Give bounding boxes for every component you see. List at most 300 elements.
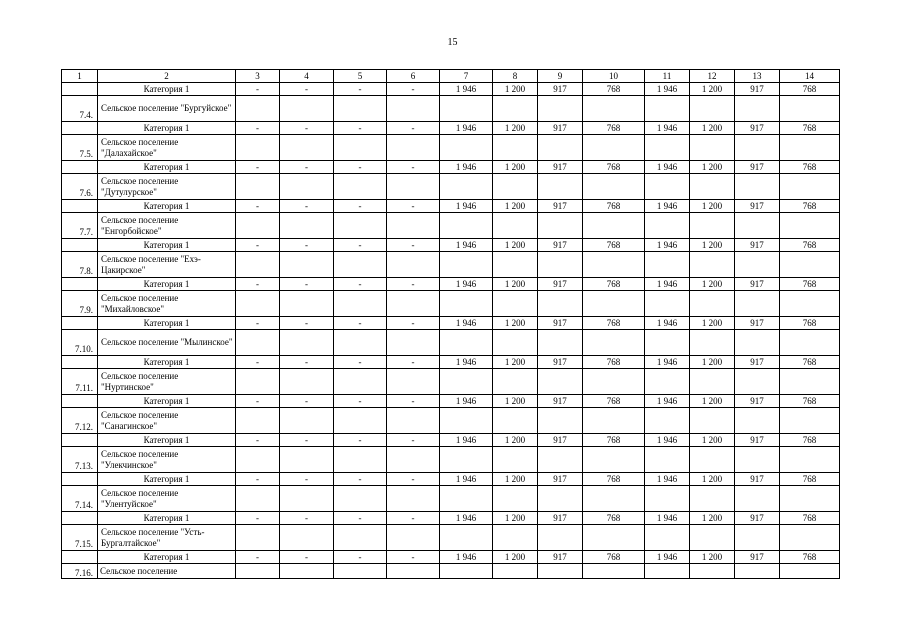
settlement-row: [62, 564, 840, 579]
value-cell: 1 200: [493, 83, 538, 96]
settlement-name: Сельское поселение "Нуртинское": [98, 369, 236, 395]
category-row: [62, 83, 840, 96]
settlement-row: [62, 174, 840, 200]
value-cell: 768: [780, 356, 840, 369]
empty-cell: [645, 252, 690, 278]
empty-cell: [440, 291, 493, 317]
value-cell: 917: [735, 551, 780, 564]
value-cell: 1 946: [440, 83, 493, 96]
empty-cell: [334, 525, 387, 551]
empty-cell: [538, 252, 583, 278]
dash-cell: -: [334, 278, 387, 291]
row-index: 7.11.: [62, 369, 98, 395]
empty-cell: [280, 291, 334, 317]
empty-cell: [538, 486, 583, 512]
value-cell: 917: [735, 512, 780, 525]
dash-cell: -: [236, 356, 280, 369]
value-cell: 1 946: [440, 356, 493, 369]
dash-cell: -: [334, 83, 387, 96]
empty-cell: [690, 291, 735, 317]
dash-cell: -: [236, 278, 280, 291]
empty-cell: [493, 525, 538, 551]
category-label: Категория 1: [98, 434, 236, 447]
settlement-row: [62, 252, 840, 278]
value-cell: 1 200: [493, 161, 538, 174]
empty-cell: [440, 408, 493, 434]
column-header: 10: [583, 70, 645, 83]
value-cell: 1 946: [645, 356, 690, 369]
empty-cell: [440, 96, 493, 122]
empty-cell: [440, 564, 493, 579]
empty-cell: [735, 330, 780, 356]
value-cell: 1 946: [440, 395, 493, 408]
settlement-name: Сельское поселение "Ехэ-Цакирское": [98, 252, 236, 278]
value-cell: 917: [735, 356, 780, 369]
empty-cell: [583, 564, 645, 579]
empty-cell: [780, 330, 840, 356]
category-label: Категория 1: [98, 83, 236, 96]
empty-cell: [387, 564, 440, 579]
dash-cell: -: [280, 122, 334, 135]
category-label: Категория 1: [98, 278, 236, 291]
empty-cell: [735, 408, 780, 434]
dash-cell: -: [280, 551, 334, 564]
dash-cell: -: [387, 473, 440, 486]
empty-cell: [690, 564, 735, 579]
settlement-row: [62, 96, 840, 122]
empty-cell: [334, 291, 387, 317]
empty-cell: [780, 96, 840, 122]
column-header: 7: [440, 70, 493, 83]
dash-cell: -: [387, 551, 440, 564]
settlement-name: Сельское поселение "Енгорбойское": [98, 213, 236, 239]
dash-cell: -: [280, 473, 334, 486]
empty-cell: [387, 96, 440, 122]
value-cell: 1 946: [645, 473, 690, 486]
value-cell: 1 200: [493, 473, 538, 486]
value-cell: 768: [583, 317, 645, 330]
value-cell: 1 946: [440, 161, 493, 174]
empty-cell: [780, 252, 840, 278]
value-cell: 1 946: [440, 278, 493, 291]
empty-cell: [440, 369, 493, 395]
value-cell: 917: [538, 200, 583, 213]
row-index: 7.10.: [62, 330, 98, 356]
empty-cell: [583, 447, 645, 473]
empty-cell: [280, 369, 334, 395]
empty-cell: [236, 486, 280, 512]
dash-cell: -: [334, 200, 387, 213]
value-cell: 1 200: [493, 356, 538, 369]
settlement-row: [62, 369, 840, 395]
empty-cell: [780, 525, 840, 551]
value-cell: 1 200: [493, 551, 538, 564]
row-index: 7.16.: [62, 564, 98, 579]
empty-cell: [780, 447, 840, 473]
value-cell: 768: [780, 239, 840, 252]
settlement-row: [62, 408, 840, 434]
empty-cell: [493, 447, 538, 473]
empty-cell: [690, 330, 735, 356]
empty-cell: [780, 486, 840, 512]
index-cell: [62, 161, 98, 174]
empty-cell: [334, 330, 387, 356]
empty-cell: [493, 252, 538, 278]
empty-cell: [236, 96, 280, 122]
value-cell: 1 946: [440, 317, 493, 330]
category-row: [62, 122, 840, 135]
empty-cell: [493, 213, 538, 239]
empty-cell: [583, 408, 645, 434]
value-cell: 917: [538, 551, 583, 564]
dash-cell: -: [334, 317, 387, 330]
empty-cell: [236, 369, 280, 395]
row-index: 7.12.: [62, 408, 98, 434]
category-label: Категория 1: [98, 200, 236, 213]
value-cell: 917: [735, 434, 780, 447]
value-cell: 1 200: [690, 434, 735, 447]
value-cell: 917: [538, 278, 583, 291]
dash-cell: -: [387, 356, 440, 369]
empty-cell: [440, 525, 493, 551]
value-cell: 768: [583, 512, 645, 525]
empty-cell: [334, 486, 387, 512]
dash-cell: -: [236, 161, 280, 174]
category-row: [62, 200, 840, 213]
value-cell: 917: [735, 239, 780, 252]
value-cell: 1 200: [493, 512, 538, 525]
value-cell: 1 200: [690, 278, 735, 291]
value-cell: 768: [780, 83, 840, 96]
category-row: [62, 512, 840, 525]
empty-cell: [735, 447, 780, 473]
dash-cell: -: [387, 512, 440, 525]
empty-cell: [440, 135, 493, 161]
column-header: 2: [98, 70, 236, 83]
value-cell: 1 200: [690, 200, 735, 213]
empty-cell: [780, 291, 840, 317]
empty-cell: [735, 291, 780, 317]
empty-cell: [280, 408, 334, 434]
dash-cell: -: [387, 83, 440, 96]
row-index: 7.13.: [62, 447, 98, 473]
value-cell: 768: [583, 551, 645, 564]
value-cell: 768: [780, 551, 840, 564]
empty-cell: [493, 174, 538, 200]
value-cell: 917: [735, 161, 780, 174]
category-row: [62, 161, 840, 174]
empty-cell: [583, 330, 645, 356]
index-cell: [62, 356, 98, 369]
value-cell: 917: [538, 317, 583, 330]
dash-cell: -: [387, 278, 440, 291]
value-cell: 1 200: [690, 512, 735, 525]
empty-cell: [538, 564, 583, 579]
settlement-row: [62, 135, 840, 161]
empty-cell: [236, 447, 280, 473]
empty-cell: [236, 291, 280, 317]
empty-cell: [780, 369, 840, 395]
empty-cell: [493, 291, 538, 317]
empty-cell: [236, 252, 280, 278]
value-cell: 917: [735, 83, 780, 96]
value-cell: 768: [583, 161, 645, 174]
empty-cell: [645, 135, 690, 161]
empty-cell: [735, 213, 780, 239]
empty-cell: [583, 252, 645, 278]
category-label: Категория 1: [98, 122, 236, 135]
dash-cell: -: [280, 200, 334, 213]
empty-cell: [334, 408, 387, 434]
dash-cell: -: [236, 200, 280, 213]
category-row: [62, 395, 840, 408]
empty-cell: [440, 330, 493, 356]
empty-cell: [387, 369, 440, 395]
column-header: 3: [236, 70, 280, 83]
empty-cell: [440, 174, 493, 200]
value-cell: 768: [780, 122, 840, 135]
empty-cell: [583, 369, 645, 395]
empty-cell: [583, 135, 645, 161]
value-cell: 768: [583, 473, 645, 486]
value-cell: 1 200: [690, 551, 735, 564]
value-cell: 1 946: [645, 161, 690, 174]
empty-cell: [440, 486, 493, 512]
dash-cell: -: [334, 473, 387, 486]
empty-cell: [645, 525, 690, 551]
value-cell: 768: [780, 161, 840, 174]
value-cell: 768: [780, 395, 840, 408]
value-cell: 917: [538, 239, 583, 252]
empty-cell: [735, 252, 780, 278]
dash-cell: -: [236, 512, 280, 525]
value-cell: 917: [538, 473, 583, 486]
value-cell: 1 200: [493, 278, 538, 291]
settlement-row: [62, 447, 840, 473]
empty-cell: [334, 174, 387, 200]
category-row: [62, 239, 840, 252]
category-label: Категория 1: [98, 239, 236, 252]
value-cell: 1 200: [690, 473, 735, 486]
column-header: 13: [735, 70, 780, 83]
empty-cell: [538, 96, 583, 122]
empty-cell: [690, 525, 735, 551]
settlement-name: Сельское поселение "Улентуйское": [98, 486, 236, 512]
empty-cell: [583, 174, 645, 200]
empty-cell: [280, 486, 334, 512]
dash-cell: -: [334, 161, 387, 174]
dash-cell: -: [280, 395, 334, 408]
empty-cell: [387, 408, 440, 434]
row-index: 7.6.: [62, 174, 98, 200]
value-cell: 917: [735, 395, 780, 408]
empty-cell: [690, 408, 735, 434]
value-cell: 917: [735, 278, 780, 291]
empty-cell: [334, 252, 387, 278]
category-row: [62, 551, 840, 564]
empty-cell: [690, 486, 735, 512]
empty-cell: [735, 525, 780, 551]
category-row: [62, 356, 840, 369]
value-cell: 768: [780, 200, 840, 213]
dash-cell: -: [236, 395, 280, 408]
empty-cell: [334, 369, 387, 395]
index-cell: [62, 317, 98, 330]
value-cell: 768: [780, 473, 840, 486]
empty-cell: [280, 525, 334, 551]
value-cell: 917: [538, 512, 583, 525]
category-label: Категория 1: [98, 317, 236, 330]
value-cell: 917: [538, 356, 583, 369]
value-cell: 1 200: [493, 122, 538, 135]
category-label: Категория 1: [98, 551, 236, 564]
dash-cell: -: [280, 434, 334, 447]
table-body: [62, 70, 840, 579]
index-cell: [62, 200, 98, 213]
empty-cell: [280, 213, 334, 239]
value-cell: 768: [583, 395, 645, 408]
dash-cell: -: [334, 122, 387, 135]
value-cell: 917: [538, 122, 583, 135]
value-cell: 917: [538, 395, 583, 408]
empty-cell: [387, 330, 440, 356]
empty-cell: [387, 525, 440, 551]
dash-cell: -: [387, 161, 440, 174]
dash-cell: -: [334, 434, 387, 447]
empty-cell: [690, 96, 735, 122]
row-index: 7.14.: [62, 486, 98, 512]
row-index: 7.9.: [62, 291, 98, 317]
dash-cell: -: [236, 473, 280, 486]
dash-cell: -: [334, 239, 387, 252]
settlement-row: [62, 525, 840, 551]
dash-cell: -: [387, 434, 440, 447]
empty-cell: [387, 252, 440, 278]
dash-cell: -: [236, 551, 280, 564]
row-index: 7.7.: [62, 213, 98, 239]
column-header: 12: [690, 70, 735, 83]
empty-cell: [280, 564, 334, 579]
empty-cell: [334, 564, 387, 579]
empty-cell: [387, 174, 440, 200]
empty-cell: [387, 213, 440, 239]
empty-cell: [780, 135, 840, 161]
value-cell: 768: [780, 512, 840, 525]
empty-cell: [280, 252, 334, 278]
dash-cell: -: [280, 161, 334, 174]
empty-cell: [645, 330, 690, 356]
empty-cell: [583, 96, 645, 122]
dash-cell: -: [387, 200, 440, 213]
category-label: Категория 1: [98, 356, 236, 369]
settlement-name: Сельское поселение "Михайловское": [98, 291, 236, 317]
dash-cell: -: [236, 434, 280, 447]
dash-cell: -: [280, 356, 334, 369]
category-label: Категория 1: [98, 473, 236, 486]
empty-cell: [280, 330, 334, 356]
value-cell: 1 946: [440, 551, 493, 564]
empty-cell: [236, 564, 280, 579]
value-cell: 768: [583, 356, 645, 369]
value-cell: 768: [583, 278, 645, 291]
dash-cell: -: [280, 512, 334, 525]
empty-cell: [583, 213, 645, 239]
value-cell: 768: [780, 317, 840, 330]
index-cell: [62, 239, 98, 252]
empty-cell: [780, 174, 840, 200]
value-cell: 1 200: [690, 122, 735, 135]
empty-cell: [236, 330, 280, 356]
value-cell: 1 200: [690, 395, 735, 408]
empty-cell: [493, 96, 538, 122]
empty-cell: [280, 96, 334, 122]
index-cell: [62, 122, 98, 135]
dash-cell: -: [334, 512, 387, 525]
value-cell: 1 946: [440, 200, 493, 213]
row-index: 7.5.: [62, 135, 98, 161]
page-number: 15: [447, 37, 458, 48]
value-cell: 917: [538, 83, 583, 96]
column-header: 14: [780, 70, 840, 83]
index-cell: [62, 434, 98, 447]
dash-cell: -: [280, 317, 334, 330]
empty-cell: [735, 135, 780, 161]
row-index: 7.15.: [62, 525, 98, 551]
index-cell: [62, 473, 98, 486]
value-cell: 917: [735, 473, 780, 486]
empty-cell: [583, 525, 645, 551]
empty-cell: [493, 564, 538, 579]
value-cell: 1 946: [645, 551, 690, 564]
row-index: 7.8.: [62, 252, 98, 278]
value-cell: 1 200: [690, 356, 735, 369]
value-cell: 917: [735, 317, 780, 330]
value-cell: 1 200: [690, 317, 735, 330]
index-cell: [62, 551, 98, 564]
value-cell: 1 946: [645, 239, 690, 252]
empty-cell: [493, 369, 538, 395]
empty-cell: [280, 135, 334, 161]
empty-cell: [538, 525, 583, 551]
dash-cell: -: [236, 239, 280, 252]
empty-cell: [538, 174, 583, 200]
empty-cell: [493, 408, 538, 434]
empty-cell: [583, 486, 645, 512]
empty-cell: [280, 174, 334, 200]
tariff-table: [61, 69, 840, 579]
empty-cell: [493, 486, 538, 512]
value-cell: 917: [538, 161, 583, 174]
empty-cell: [735, 564, 780, 579]
value-cell: 917: [735, 200, 780, 213]
empty-cell: [493, 135, 538, 161]
empty-cell: [735, 369, 780, 395]
empty-cell: [780, 564, 840, 579]
empty-cell: [538, 369, 583, 395]
empty-cell: [440, 447, 493, 473]
dash-cell: -: [334, 356, 387, 369]
empty-cell: [645, 174, 690, 200]
dash-cell: -: [334, 395, 387, 408]
category-row: [62, 473, 840, 486]
category-label: Категория 1: [98, 512, 236, 525]
empty-cell: [645, 369, 690, 395]
dash-cell: -: [387, 395, 440, 408]
empty-cell: [538, 330, 583, 356]
empty-cell: [538, 135, 583, 161]
value-cell: 1 946: [645, 200, 690, 213]
value-cell: 917: [735, 122, 780, 135]
